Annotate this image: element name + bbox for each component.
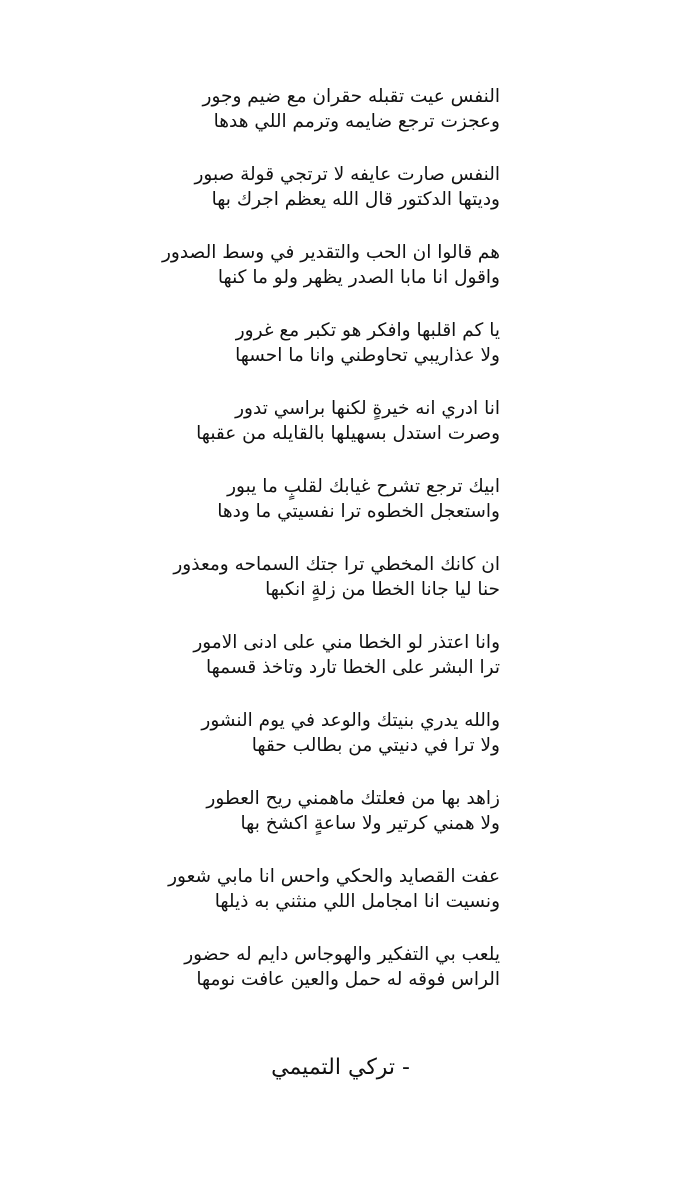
poem-line: ونسيت انا امجامل اللي منثني به ذيلها	[214, 891, 500, 912]
poem-line: انا ادري انه خيرةٍ لكنها براسي تدور	[235, 398, 500, 419]
poem-line: ابيك ترجع تشرح غيابك لقلبٍ ما يبور	[227, 476, 500, 497]
poem-stanza	[150, 396, 500, 446]
poem-stanza	[150, 318, 500, 368]
poem-line: يلعب بي التفكير والهوجاس دايم له حضور	[184, 944, 500, 965]
poem-line: زاهد بها من فعلتك ماهمني ريح العطور	[206, 788, 500, 809]
poem-stanza	[150, 84, 500, 134]
poem-line: عفت القصايد والحكي واحس انا مابي شعور	[168, 866, 500, 887]
poem-stanza	[150, 162, 500, 212]
poem	[150, 84, 500, 1020]
poem-line: النفس صارت عايفه لا ترتجي قولة صبور	[194, 164, 500, 185]
poem-line: يا كم اقلبها وافكر هو تكبر مع غرور	[235, 320, 500, 341]
poem-line: ولا عذاريبي تحاوطني وانا ما احسها	[235, 345, 500, 366]
poem-line: حنا ليا جانا الخطا من زلةٍ انكبها	[265, 579, 500, 600]
poem-line: النفس عيت تقبله حقران مع ضيم وجور	[202, 86, 500, 107]
poem-line: الراس فوقه له حمل والعين عافت نومها	[196, 969, 500, 990]
poem-stanza	[150, 474, 500, 524]
poem-line: وانا اعتذر لو الخطا مني على ادنى الامور	[193, 632, 500, 653]
poem-line: واستعجل الخطوه ترا نفسيتي ما ودها	[217, 501, 500, 522]
poem-stanza	[150, 786, 500, 836]
poem-line: وعجزت ترجع ضايمه وترمم اللي هدها	[213, 111, 500, 132]
poem-line: ولا همني كرتير ولا ساعةٍ اكشخ بها	[240, 813, 500, 834]
poem-line: وصرت استدل بسهيلها بالقايله من عقبها	[196, 423, 500, 444]
poem-stanza	[150, 708, 500, 758]
poem-stanza	[150, 630, 500, 680]
poem-line: والله يدري بنيتك والوعد في يوم النشور	[201, 710, 500, 731]
poem-line: ولا ترا في دنيتي من بطالب حقها	[251, 735, 500, 756]
poem-line: هم قالوا ان الحب والتقدير في وسط الصدور	[161, 242, 500, 263]
poem-line: ان كانك المخطي ترا جتك السماحه ومعذور	[173, 554, 500, 575]
poem-line: وديتها الدكتور قال الله يعظم اجرك بها	[211, 189, 500, 210]
poem-line: واقول انا مابا الصدر يظهر ولو ما كنها	[217, 267, 500, 288]
poem-stanza	[150, 552, 500, 602]
poet-signature: - تركي التميمي	[271, 1055, 410, 1080]
poem-line: ترا البشر على الخطا تارد وتاخذ قسمها	[206, 657, 500, 678]
poem-stanza	[150, 942, 500, 992]
poem-stanza	[150, 864, 500, 914]
poem-stanza	[150, 240, 500, 290]
